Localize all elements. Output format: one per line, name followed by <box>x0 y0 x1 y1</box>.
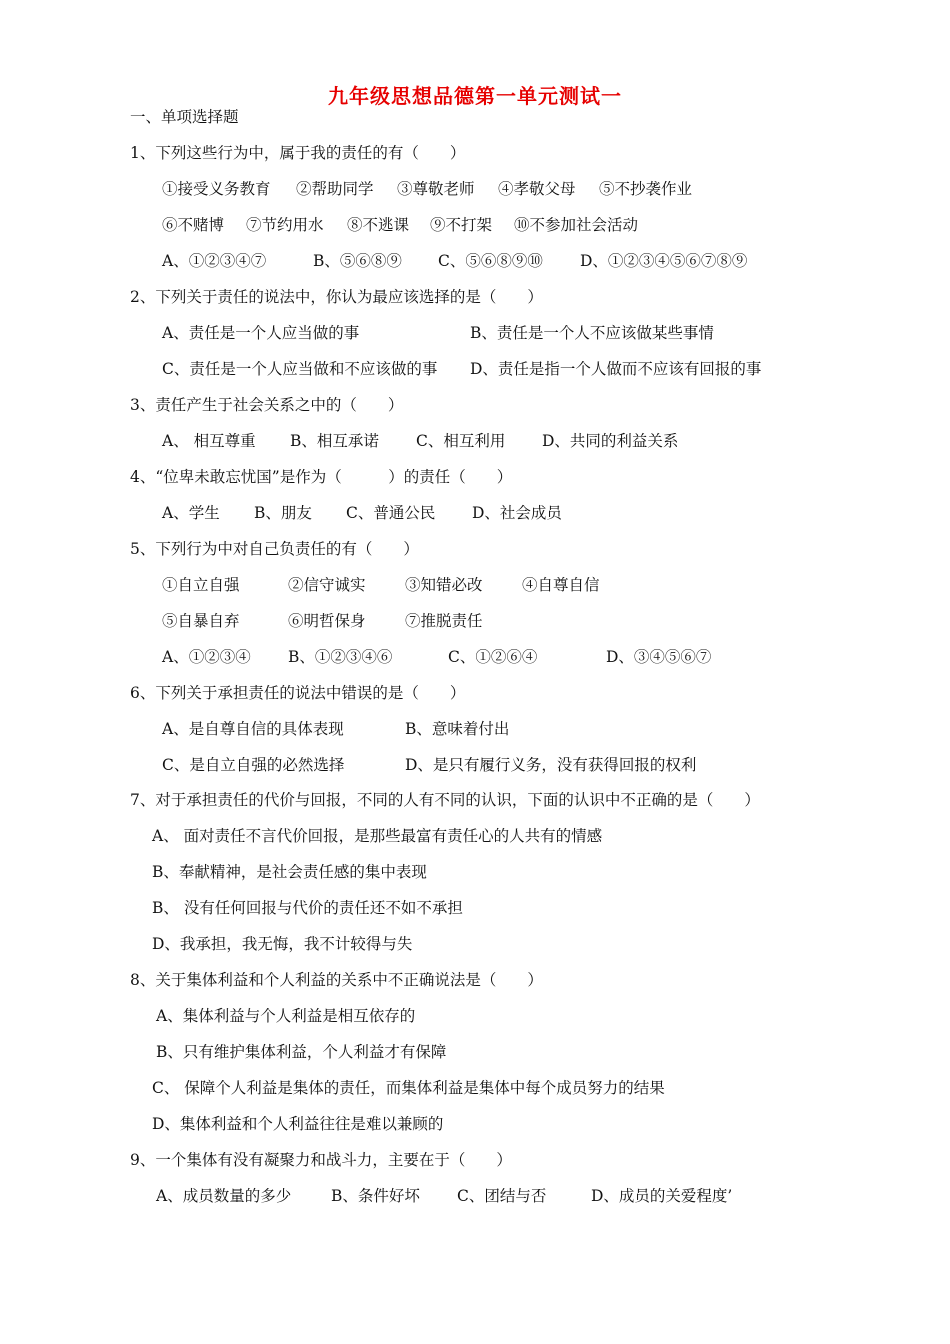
q6-option: A、是自尊自信的具体表现 <box>162 720 344 738</box>
section-heading: 一、单项选择题 <box>130 108 239 126</box>
q1-item: ⑩不参加社会活动 <box>514 216 639 234</box>
question-6-stem: 6、下列关于承担责任的说法中错误的是（ ） <box>130 684 466 702</box>
q1-item: ⑥不赌博 <box>162 216 225 234</box>
question-7-stem: 7、对于承担责任的代价与回报，不同的人有不同的认识，下面的认识中不正确的是（ ） <box>130 791 760 809</box>
q8-option: B、只有维护集体利益，个人利益才有保障 <box>156 1043 447 1061</box>
q1-item: ⑧不逃课 <box>347 216 410 234</box>
q1-item: ③尊敬老师 <box>397 180 475 198</box>
q5-item: ①自立自强 <box>162 576 240 594</box>
q3-option: C、相互利用 <box>416 432 506 450</box>
q4-option: A、学生 <box>162 504 220 522</box>
q9-option: A、成员数量的多少 <box>156 1187 292 1205</box>
q5-option: C、①②⑥④ <box>448 648 538 666</box>
q7-option: B、 没有任何回报与代价的责任还不如不承担 <box>152 899 463 917</box>
q1-item: ⑨不打架 <box>430 216 493 234</box>
q5-item: ③知错必改 <box>405 576 483 594</box>
q6-option: C、是自立自强的必然选择 <box>162 756 345 774</box>
q7-option: B、奉献精神，是社会责任感的集中表现 <box>152 863 427 881</box>
q2-option: B、责任是一个人不应该做某些事情 <box>470 324 714 342</box>
q1-item: ④孝敬父母 <box>498 180 576 198</box>
q6-option: D、是只有履行义务，没有获得回报的权利 <box>405 756 697 774</box>
q8-option: A、集体利益与个人利益是相互依存的 <box>156 1007 416 1025</box>
q5-item: ⑤自暴自弃 <box>162 612 240 630</box>
q2-option: D、责任是指一个人做而不应该有回报的事 <box>470 360 762 378</box>
q7-option: A、 面对责任不言代价回报，是那些最富有责任心的人共有的情感 <box>152 827 603 845</box>
q1-item: ⑤不抄袭作业 <box>599 180 693 198</box>
q5-item: ⑦推脱责任 <box>405 612 483 630</box>
q1-option: B、⑤⑥⑧⑨ <box>313 252 402 270</box>
q1-option: D、①②③④⑤⑥⑦⑧⑨ <box>580 252 748 270</box>
q4-option: C、普通公民 <box>346 504 436 522</box>
q3-option: B、相互承诺 <box>290 432 379 450</box>
question-1-stem: 1、下列这些行为中，属于我的责任的有（ ） <box>130 144 466 162</box>
q9-option: C、团结与否 <box>457 1187 547 1205</box>
page-title: 九年级思想品德第一单元测试一 <box>328 84 622 108</box>
q8-option: C、 保障个人利益是集体的责任，而集体利益是集体中每个成员努力的结果 <box>152 1079 665 1097</box>
question-9-stem: 9、一个集体有没有凝聚力和战斗力，主要在于（ ） <box>130 1151 512 1169</box>
q1-item: ①接受义务教育 <box>162 180 271 198</box>
q4-option: B、朋友 <box>254 504 312 522</box>
q5-item: ④自尊自信 <box>522 576 600 594</box>
q9-option: D、成员的关爱程度’ <box>591 1187 733 1205</box>
q7-option: D、我承担，我无悔，我不计较得与失 <box>152 935 413 953</box>
q1-item: ⑦节约用水 <box>246 216 324 234</box>
q5-item: ②信守诚实 <box>288 576 366 594</box>
q1-option: A、①②③④⑦ <box>162 252 267 270</box>
q5-item: ⑥明哲保身 <box>288 612 366 630</box>
q2-option: A、责任是一个人应当做的事 <box>162 324 360 342</box>
q6-option: B、意味着付出 <box>405 720 510 738</box>
question-4-stem: 4、“位卑未敢忘忧国”是作为（ ）的责任（ ） <box>130 468 513 486</box>
q3-option: D、共同的利益关系 <box>542 432 679 450</box>
q3-option: A、 相互尊重 <box>162 432 256 450</box>
q1-option: C、⑤⑥⑧⑨⑩ <box>438 252 543 270</box>
q2-option: C、责任是一个人应当做和不应该做的事 <box>162 360 438 378</box>
question-8-stem: 8、关于集体利益和个人利益的关系中不正确说法是（ ） <box>130 971 543 989</box>
question-2-stem: 2、下列关于责任的说法中，你认为最应该选择的是（ ） <box>130 288 543 306</box>
question-3-stem: 3、责任产生于社会关系之中的（ ） <box>130 396 404 414</box>
q9-option: B、条件好坏 <box>331 1187 420 1205</box>
q4-option: D、社会成员 <box>472 504 562 522</box>
q5-option: D、③④⑤⑥⑦ <box>606 648 712 666</box>
q1-item: ②帮助同学 <box>296 180 374 198</box>
question-5-stem: 5、下列行为中对自己负责任的有（ ） <box>130 540 419 558</box>
q8-option: D、集体利益和个人利益往往是难以兼顾的 <box>152 1115 444 1133</box>
q5-option: A、①②③④ <box>162 648 251 666</box>
q5-option: B、①②③④⑥ <box>288 648 393 666</box>
